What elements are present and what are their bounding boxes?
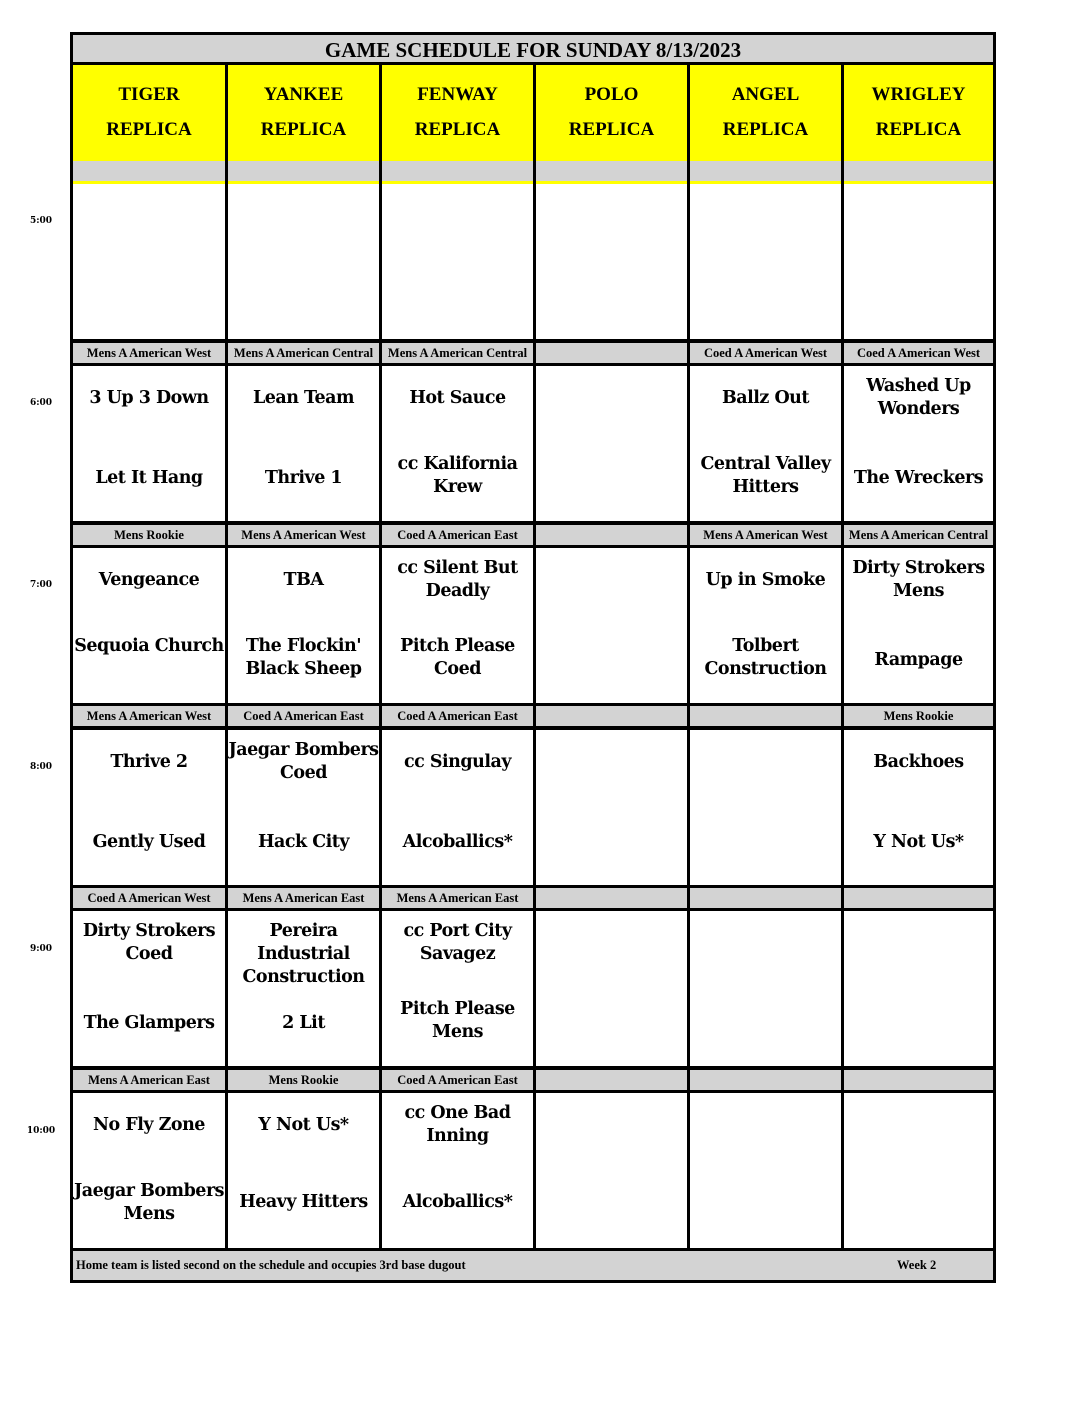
home-team: 2 Lit <box>282 1013 325 1033</box>
home-team: Pitch Please Coed <box>400 636 515 679</box>
game-cell <box>690 911 841 1066</box>
division-label: Mens A American East <box>228 888 379 908</box>
division-label: Mens A American East <box>382 888 533 908</box>
game-cell <box>844 366 993 521</box>
home-team: Pitch Please Mens <box>400 999 515 1042</box>
division-label: Mens A American West <box>73 343 225 363</box>
game-cell <box>382 911 533 1066</box>
division-label: Mens Rookie <box>844 706 993 726</box>
game-cell <box>382 184 533 339</box>
game-cell <box>228 548 379 703</box>
game-cell <box>228 911 379 1066</box>
away-team: Lean Team <box>252 388 355 408</box>
home-team: The Glampers <box>83 1013 215 1033</box>
away-team: cc One Bad Inning <box>404 1103 511 1146</box>
week-label: Week 2 <box>897 1258 937 1272</box>
division-label: Mens A American West <box>228 525 379 545</box>
division-label <box>844 161 993 181</box>
game-cell <box>536 1093 687 1248</box>
division-label <box>536 343 687 363</box>
division-label <box>382 161 533 181</box>
game-cell <box>690 366 841 521</box>
away-team: Dirty Strokers Mens <box>852 558 985 601</box>
field-name: ANGEL <box>731 84 800 105</box>
home-team: Jaegar Bombers Mens <box>73 1181 225 1224</box>
home-team: The Wreckers <box>853 468 984 488</box>
home-team: Rampage <box>874 650 963 670</box>
game-cell <box>73 911 225 1066</box>
away-team: Up in Smoke <box>705 570 826 590</box>
game-cell <box>382 730 533 885</box>
division-label: Mens A American Central <box>228 343 379 363</box>
away-team: Dirty Strokers Coed <box>82 921 216 964</box>
game-cell <box>536 366 687 521</box>
division-label <box>844 888 993 908</box>
home-team: Alcoballics* <box>402 1192 513 1212</box>
away-team: Thrive 2 <box>110 752 188 772</box>
division-label: Mens A American Central <box>844 525 993 545</box>
home-team: Let It Hang <box>95 468 203 488</box>
division-label <box>690 1070 841 1090</box>
home-team: Gently Used <box>92 832 206 852</box>
game-cell <box>844 730 993 885</box>
home-team: Central Valley Hitters <box>700 454 831 497</box>
schedule-sheet <box>70 32 996 1283</box>
division-label <box>844 1070 993 1090</box>
game-cell <box>73 184 225 339</box>
field-name: TIGER <box>118 84 180 105</box>
away-team: cc Singulay <box>403 752 512 772</box>
game-cell <box>844 1093 993 1248</box>
division-label <box>690 706 841 726</box>
page-title: GAME SCHEDULE FOR SUNDAY 8/13/2023 <box>73 35 993 65</box>
field-subtitle: REPLICA <box>568 119 655 140</box>
home-team: Tolbert Construction <box>704 636 827 679</box>
division-label: Coed A American East <box>228 706 379 726</box>
field-subtitle: REPLICA <box>414 119 501 140</box>
home-team: Thrive 1 <box>264 468 343 488</box>
game-cell <box>690 1093 841 1248</box>
home-team: Y Not Us* <box>873 832 964 852</box>
home-team: Sequoia Church <box>74 636 224 656</box>
time-label: 5:00 <box>29 216 53 226</box>
footer <box>73 1251 993 1280</box>
game-cell <box>73 366 225 521</box>
game-cell <box>228 366 379 521</box>
away-team: Hot Sauce <box>409 388 506 408</box>
away-team: Ballz Out <box>721 388 809 408</box>
game-cell <box>844 548 993 703</box>
field-name: FENWAY <box>417 84 498 105</box>
game-cell <box>382 548 533 703</box>
division-label <box>536 888 687 908</box>
time-label: 7:00 <box>29 580 53 590</box>
home-team: Heavy Hitters <box>239 1192 368 1212</box>
game-cell <box>228 184 379 339</box>
game-cell <box>690 548 841 703</box>
division-label: Mens Rookie <box>228 1070 379 1090</box>
field-subtitle: REPLICA <box>875 119 962 140</box>
game-cell <box>536 911 687 1066</box>
time-label: 10:00 <box>26 1126 56 1136</box>
division-label: Mens Rookie <box>73 525 225 545</box>
division-label: Coed A American West <box>690 343 841 363</box>
field-name: YANKEE <box>263 84 344 105</box>
time-label: 8:00 <box>29 762 53 772</box>
division-label: Mens A American East <box>73 1070 225 1090</box>
game-cell <box>536 184 687 339</box>
game-cell <box>73 548 225 703</box>
away-team: Vengeance <box>98 570 200 590</box>
away-team: cc Port City Savagez <box>403 921 512 964</box>
time-label: 9:00 <box>29 944 53 954</box>
away-team: Jaegar Bombers Coed <box>228 740 379 783</box>
time-label: 6:00 <box>29 398 53 408</box>
game-cell <box>844 911 993 1066</box>
away-team: 3 Up 3 Down <box>89 388 209 408</box>
division-label: Coed A American East <box>382 1070 533 1090</box>
footer-note: Home team is listed second on the schedule and occupies 3rd base dugout <box>76 1258 466 1272</box>
division-label: Coed A American East <box>382 706 533 726</box>
game-cell <box>382 1093 533 1248</box>
home-team: cc Kalifornia Krew <box>397 454 518 497</box>
game-cell <box>382 366 533 521</box>
division-label: Mens A American West <box>73 706 225 726</box>
game-cell <box>690 730 841 885</box>
division-label <box>536 1070 687 1090</box>
division-label: Coed A American West <box>844 343 993 363</box>
game-cell <box>536 730 687 885</box>
away-team: Backhoes <box>873 752 964 772</box>
away-team: Pereira Industrial Construction <box>242 921 365 987</box>
game-cell <box>228 1093 379 1248</box>
division-label: Coed A American West <box>73 888 225 908</box>
field-subtitle: REPLICA <box>106 119 192 140</box>
field-subtitle: REPLICA <box>260 119 347 140</box>
game-cell <box>690 184 841 339</box>
game-cell <box>844 184 993 339</box>
away-team: cc Silent But Deadly <box>397 558 518 601</box>
home-team: The Flockin' Black Sheep <box>245 636 362 679</box>
division-label <box>536 525 687 545</box>
game-cell <box>536 548 687 703</box>
division-label <box>690 888 841 908</box>
home-team: Alcoballics* <box>402 832 513 852</box>
home-team: Hack City <box>257 832 350 852</box>
division-label <box>73 161 225 181</box>
division-label: Mens A American Central <box>382 343 533 363</box>
division-label: Mens A American West <box>690 525 841 545</box>
away-team: Washed Up Wonders <box>866 376 971 419</box>
game-cell <box>73 1093 225 1248</box>
division-label <box>228 161 379 181</box>
division-label <box>536 161 687 181</box>
field-subtitle: REPLICA <box>722 119 809 140</box>
division-label <box>690 161 841 181</box>
away-team: Y Not Us* <box>258 1115 349 1135</box>
game-cell <box>73 730 225 885</box>
division-label <box>536 706 687 726</box>
away-team: No Fly Zone <box>93 1115 205 1135</box>
game-cell <box>228 730 379 885</box>
field-name: WRIGLEY <box>871 84 966 105</box>
field-name: POLO <box>584 84 639 105</box>
division-label: Coed A American East <box>382 525 533 545</box>
away-team: TBA <box>283 570 324 590</box>
